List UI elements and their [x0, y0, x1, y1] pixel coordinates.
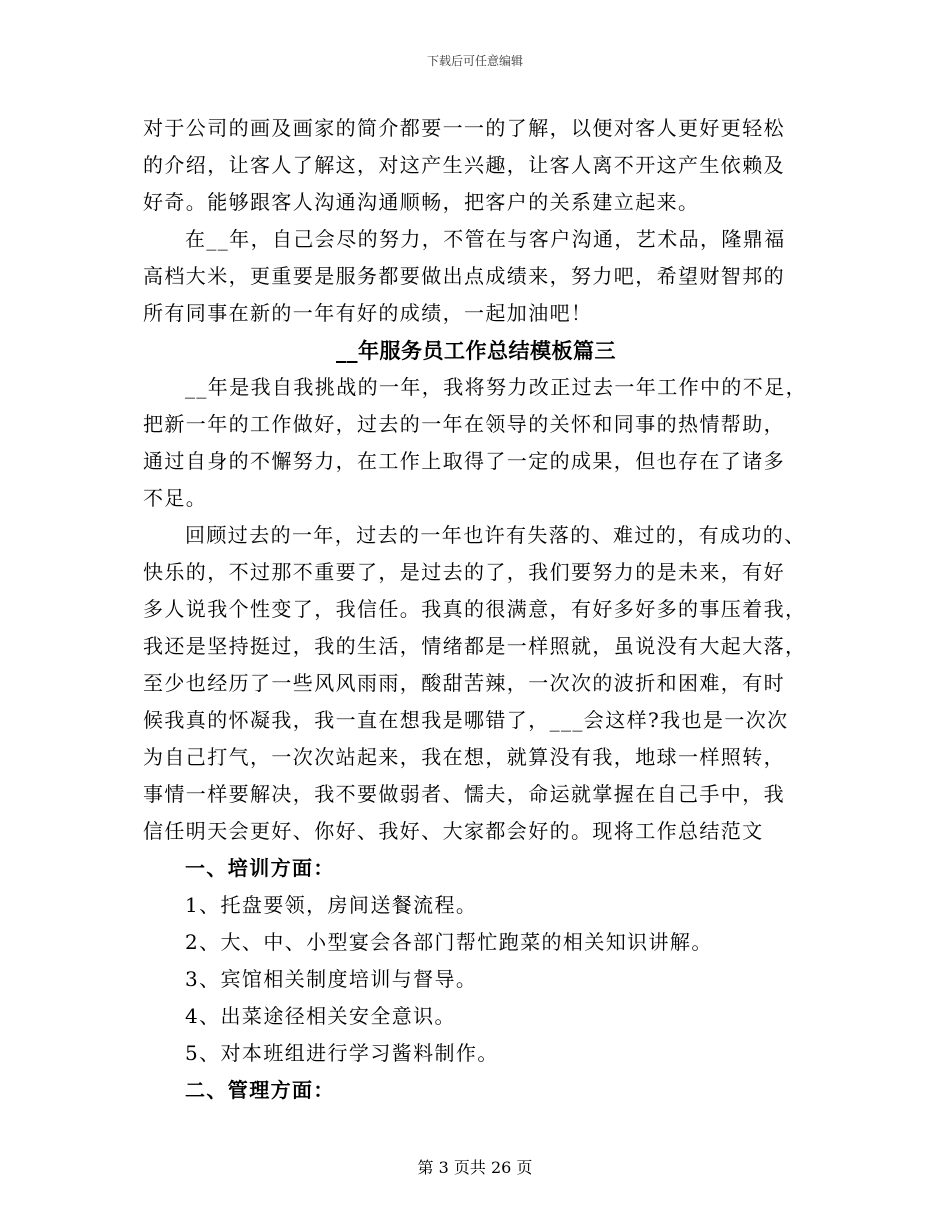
paragraph-line: 至少也经历了一些风风雨雨，酸甜苦辣，一次次的波折和困难，有时	[143, 671, 785, 695]
paragraph-line: 回顾过去的一年，过去的一年也许有失落的、难过的，有成功的、	[185, 523, 806, 547]
paragraph-line: 事情一样要解决，我不要做弱者、懦夫，命运就掌握在自己手中，我	[143, 782, 785, 806]
paragraph-line: 高档大米，更重要是服务都要做出点成绩来，努力吧，希望财智邦的	[143, 264, 785, 288]
page-footer: 第 3 页共 26 页	[417, 1158, 533, 1177]
list-item: 1、托盘要领，房间送餐流程。	[185, 893, 478, 917]
list-item: 4、出菜途径相关安全意识。	[185, 1004, 456, 1028]
list-item: 2、大、中、小型宴会各部门帮忙跑菜的相关知识讲解。	[185, 930, 713, 954]
section-heading: 一、培训方面：	[185, 856, 335, 880]
paragraph-line: 对于公司的画及画家的简介都要一一的了解，以便对客人更好更轻松	[143, 116, 785, 140]
paragraph-line: 候我真的怀凝我，我一直在想我是哪错了，___会这样?我也是一次次	[143, 708, 789, 732]
paragraph-line: 在__年，自己会尽的努力，不管在与客户沟通，艺术品，隆鼎福	[185, 227, 786, 251]
paragraph-line: 信任明天会更好、你好、我好、大家都会好的。现将工作总结范文	[143, 819, 764, 843]
paragraph-line: __年是我自我挑战的一年，我将努力改正过去一年工作中的不足，	[185, 375, 807, 399]
paragraph-line: 不足。	[143, 486, 208, 510]
document-body	[143, 110, 809, 1109]
paragraph-line: 多人说我个性变了，我信任。我真的很满意，有好多好多的事压着我，	[143, 597, 807, 621]
paragraph-line: 所有同事在新的一年有好的成绩，一起加油吧！	[143, 301, 593, 325]
page-header: 下载后可任意编辑	[426, 54, 523, 68]
paragraph-line: 好奇。能够跟客人沟通沟通顺畅，把客户的关系建立起来。	[143, 190, 700, 214]
section-heading: 二、管理方面：	[185, 1078, 335, 1102]
paragraph-line: 为自己打气，一次次站起来，我在想，就算没有我，地球一样照转，	[143, 745, 785, 769]
paragraph-line: 的介绍，让客人了解这，对这产生兴趣，让客人离不开这产生依赖及	[143, 153, 785, 177]
paragraph-line: 我还是坚持挺过，我的生活，情绪都是一样照就，虽说没有大起大落，	[143, 634, 807, 658]
list-item: 3、宾馆相关制度培训与督导。	[185, 967, 478, 991]
paragraph-line: 快乐的，不过那不重要了，是过去的了，我们要努力的是未来，有好	[143, 560, 785, 584]
list-item: 5、对本班组进行学习酱料制作。	[185, 1041, 499, 1065]
paragraph-line: 把新一年的工作做好，过去的一年在领导的关怀和同事的热情帮助，	[143, 412, 785, 436]
section-title: __年服务员工作总结模板篇三	[336, 338, 616, 363]
paragraph-line: 通过自身的不懈努力，在工作上取得了一定的成果，但也存在了诸多	[143, 449, 785, 473]
